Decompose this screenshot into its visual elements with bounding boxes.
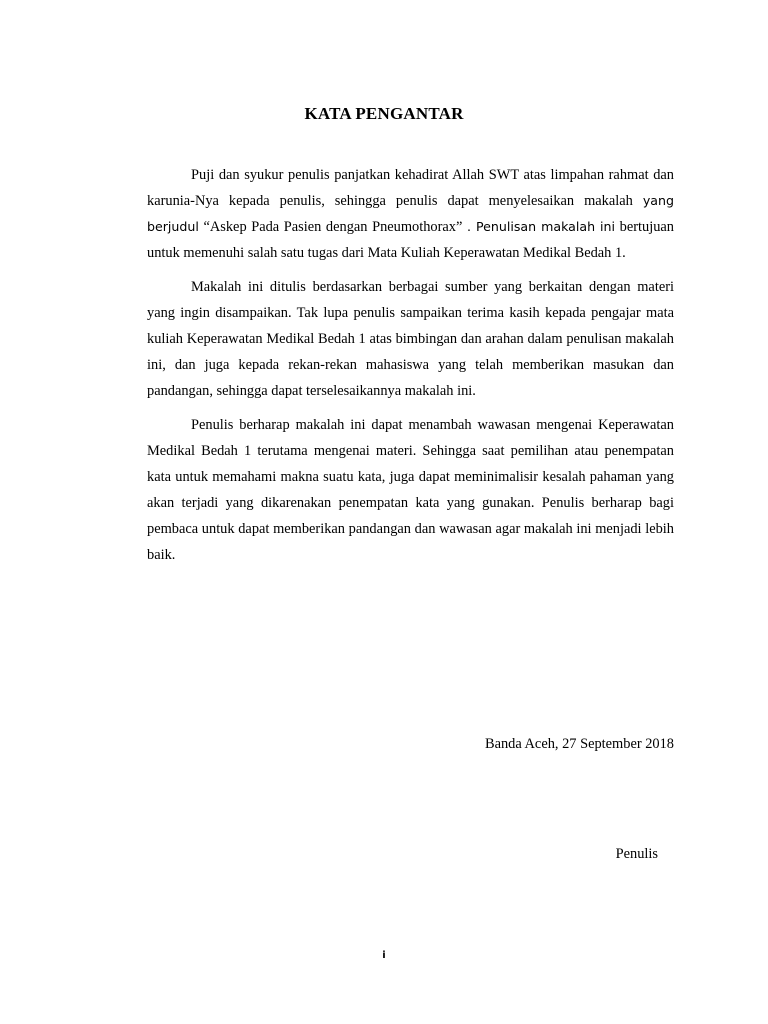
page-title: KATA PENGANTAR [304, 104, 464, 123]
page-number: i [382, 950, 386, 961]
paragraph-1-part-a: Puji dan syukur penulis panjatkan kehadirat Allah SWT atas limpahan rahmat dan karunia-Nya kepada penulis, sehingga penulis dapat menyelesaikan makalah [147, 167, 674, 209]
paragraph-1-part-b: yang berjudul [147, 193, 674, 234]
body-text [147, 162, 674, 576]
paragraph-1-part-e: bertujuan untuk memenuhi salah satu tugas dari Mata Kuliah Keperawatan Medikal Bedah 1. [147, 219, 674, 261]
place-date: Banda Aceh, 27 September 2018 [484, 736, 674, 752]
paragraph-3: Penulis berharap makalah ini dapat menambah wawasan mengenai Keperawatan Medikal Bedah 1 terutama mengenai materi. Sehingga saat pemilihan atau penempatan kata untuk memahami makna suatu kata, juga dapat meminimalisir kesalah pahaman yang akan terjadi yang dikarenakan penempatan kata yang gunakan. Penulis berharap bagi pembaca untuk dapat memberikan pandangan dan wawasan agar makalah ini menjadi lebih baik. [147, 417, 674, 563]
paragraph-2: Makalah ini ditulis berdasarkan berbagai sumber yang berkaitan dengan materi yang ingin disampaikan. Tak lupa penulis sampaikan terima kasih kepada pengajar mata kuliah Keperawatan Medikal Bedah 1 atas bimbingan dan arahan dalam penulisan makalah ini, dan juga kepada rekan-rekan mahasiswa yang telah memberikan masukan dan pandangan, sehingga dapat terselesaikannya makalah ini. [147, 279, 674, 399]
paragraph-1-title-quote: “Askep Pada Pasien dengan Pneumothorax” [203, 219, 463, 235]
paragraph-1 [147, 162, 674, 266]
author-signature-label: Penulis [615, 846, 658, 862]
paragraph-1-part-d: . Penulisan makalah ini [467, 219, 616, 234]
